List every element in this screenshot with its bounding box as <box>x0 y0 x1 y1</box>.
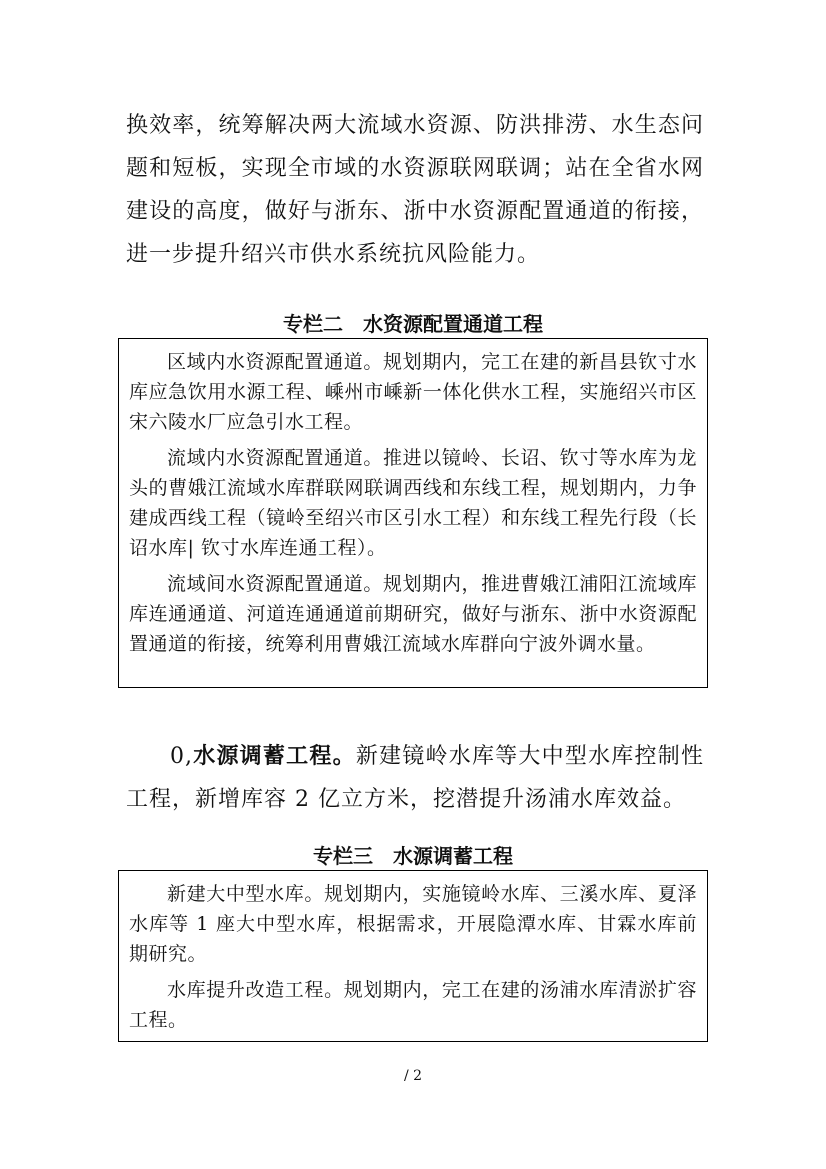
intro-text: 换效率，统筹解决两大流域水资源、防洪排涝、水生态问题和短板，实现全市域的水资源联网联调；站在全省水网建设的高度，做好与浙东、浙中水资源配置通道的衔接，进一步提升绍兴市供水系统抗风险能力。 <box>126 113 704 267</box>
intro-paragraph <box>126 104 704 276</box>
column2-item <box>129 347 697 437</box>
column2-title: 专栏二 水资源配置通道工程 <box>283 312 543 336</box>
column3-box <box>118 870 708 1042</box>
column3-item <box>129 975 697 1035</box>
page-number: / 2 <box>403 1068 423 1084</box>
section-number: 0, <box>170 744 193 769</box>
column3-item <box>129 879 697 969</box>
section-text-block <box>126 735 704 821</box>
column3-item-text: 规划期内，完工在建的汤浦水库清淤扩容工程。 <box>129 979 697 1031</box>
section-paragraph <box>126 735 704 821</box>
section-text: 新建镜岭水库等大中型水库控制性工程，新增库容 2 亿立方米，挖潜提升汤浦水库效益。 <box>126 744 704 812</box>
column2-item-text: 规划期内，完工在建的新昌县钦寸水库应急饮用水源工程、嵊州市嵊新一体化供水工程，实施绍兴市区宋六陵水厂应急引水工程。 <box>129 351 697 433</box>
column2-item-lead: 流域内水资源配置通道。 <box>167 447 383 469</box>
column3-item-lead: 水库提升改造工程。 <box>167 979 344 1001</box>
column3-item-lead: 新建大中型水库。 <box>167 883 325 905</box>
column2-item <box>129 569 697 659</box>
column3-item-text: 规划期内，实施镜岭水库、三溪水库、夏泽水库等 1 座大中型水库，根据需求，开展隐潭水库、甘霖水库前期研究。 <box>129 883 697 965</box>
section-heading: 水源调蓄工程。 <box>193 744 356 769</box>
column2-box <box>118 338 708 688</box>
column2-item-text: 规划期内，推进曹娥江浦阳江流域库库连通通道、河道连通通道前期研究，做好与浙东、浙中水资源配置通道的衔接，统筹利用曹娥江流域水库群向宁波外调水量。 <box>129 573 697 655</box>
column2-item-lead: 流域间水资源配置通道。 <box>167 573 383 595</box>
column2-item-text: 推进以镜岭、长诏、钦寸等水库为龙头的曹娥江流域水库群联网联调西线和东线工程，规划期内，力争建成西线工程（镜岭至绍兴市区引水工程）和东线工程先行段（长诏水库| 钦寸水库连通工程）。 <box>129 447 697 559</box>
column3-title: 专栏三 水源调蓄工程 <box>313 844 513 868</box>
column2-item <box>129 443 697 563</box>
column2-item-lead: 区域内水资源配置通道。 <box>167 351 383 373</box>
